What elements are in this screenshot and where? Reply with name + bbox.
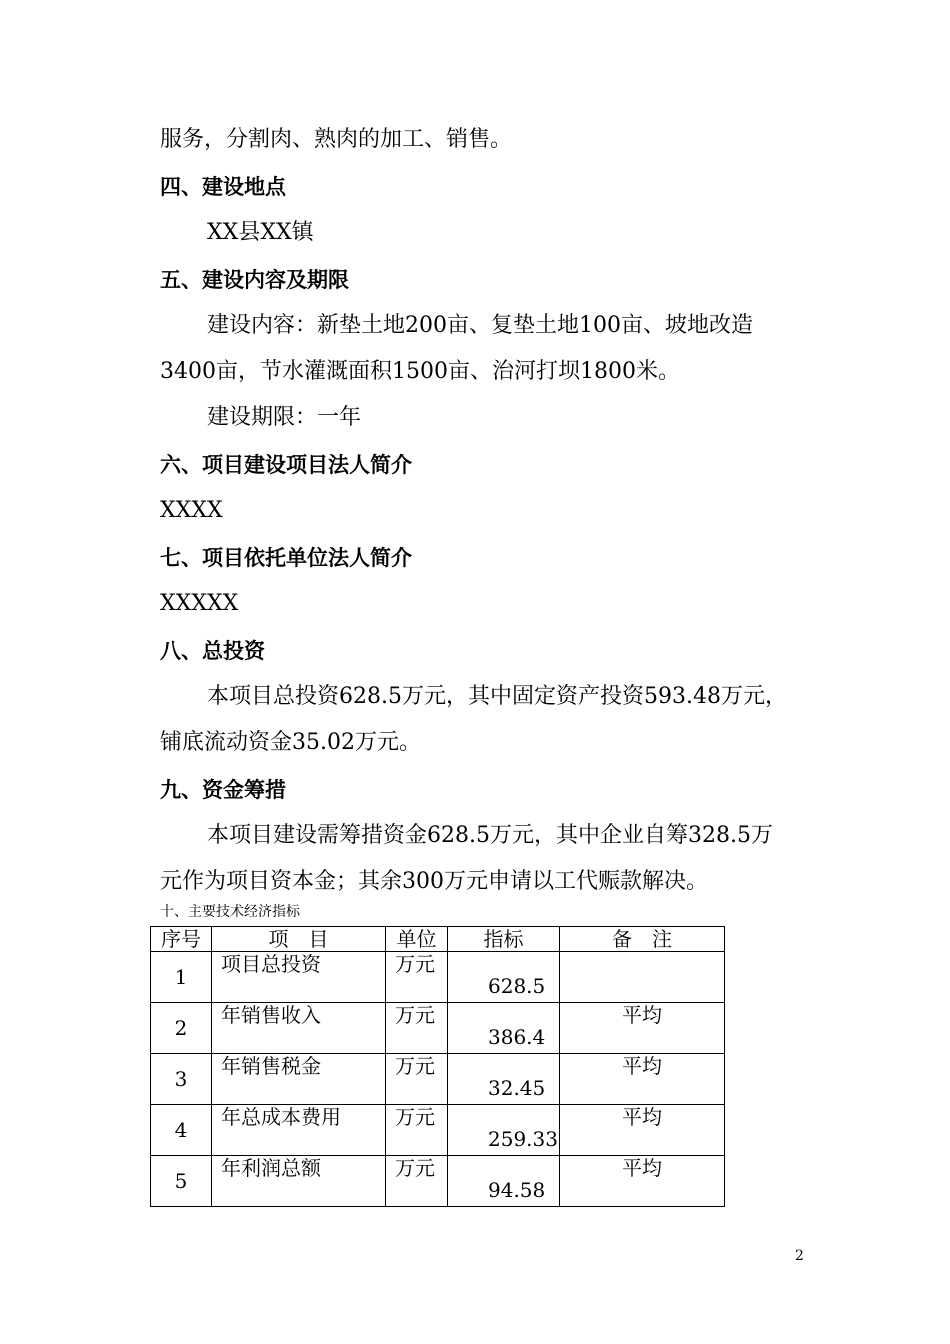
cell-value: 259.33 (448, 1105, 560, 1156)
cell-value: 386.4 (448, 1003, 560, 1054)
header-item: 项 目 (212, 927, 386, 952)
content-text-line: 建设内容：新垫土地200亩、复垫土地100亩、坡地改造 (207, 313, 753, 338)
table-header-row (151, 927, 725, 952)
header-unit: 单位 (386, 927, 448, 952)
supporting-unit-text: XXXXX (160, 591, 239, 616)
cell-unit: 万元 (386, 1054, 448, 1105)
cell-value: 94.58 (448, 1156, 560, 1207)
section-heading-funding: 九、资金筹措 (160, 778, 286, 802)
funding-text-line: 本项目建设需筹措资金628.5万元，其中企业自筹328.5万 (207, 823, 773, 848)
table-row (151, 1003, 725, 1054)
cell-unit: 万元 (386, 952, 448, 1003)
cell-unit: 万元 (386, 1156, 448, 1207)
cell-note: 平均 (560, 1156, 725, 1207)
location-text: XX县XX镇 (207, 220, 314, 245)
period-text: 建设期限：一年 (207, 405, 362, 430)
section-heading-supporting-unit: 七、项目依托单位法人简介 (160, 546, 412, 570)
funding-text-line: 元作为项目资本金；其余300万元申请以工代赈款解决。 (160, 869, 708, 894)
cell-no: 1 (151, 952, 212, 1003)
cell-no: 5 (151, 1156, 212, 1207)
page-number: 2 (795, 1248, 804, 1264)
cell-value: 32.45 (448, 1054, 560, 1105)
section-heading-legal-person: 六、项目建设项目法人简介 (160, 453, 412, 477)
cell-note: 平均 (560, 1003, 725, 1054)
header-note: 备 注 (560, 927, 725, 952)
header-no: 序号 (151, 927, 212, 952)
legal-person-text: XXXX (160, 498, 223, 523)
cell-unit: 万元 (386, 1105, 448, 1156)
table-caption: 十、主要技术经济指标 (160, 904, 300, 920)
table-row (151, 952, 725, 1003)
header-value: 指标 (448, 927, 560, 952)
investment-text-line: 本项目总投资628.5万元，其中固定资产投资593.48万元， (207, 684, 787, 709)
section-heading-content: 五、建设内容及期限 (160, 268, 349, 292)
cell-note (560, 952, 725, 1003)
table-row (151, 1156, 725, 1207)
cell-item: 年销售收入 (212, 1003, 386, 1054)
cell-item: 年销售税金 (212, 1054, 386, 1105)
cell-unit: 万元 (386, 1003, 448, 1054)
cell-value: 628.5 (448, 952, 560, 1003)
section-heading-location: 四、建设地点 (160, 175, 286, 199)
content-text-line: 3400亩，节水灌溉面积1500亩、治河打坝1800米。 (160, 359, 680, 384)
cell-item: 项目总投资 (212, 952, 386, 1003)
table-row (151, 1054, 725, 1105)
cell-item: 年总成本费用 (212, 1105, 386, 1156)
section-heading-investment: 八、总投资 (160, 639, 265, 663)
table-row (151, 1105, 725, 1156)
cell-no: 3 (151, 1054, 212, 1105)
cell-no: 2 (151, 1003, 212, 1054)
body-text-line: 服务，分割肉、熟肉的加工、销售。 (160, 127, 513, 152)
investment-text-line: 铺底流动资金35.02万元。 (160, 730, 421, 755)
cell-note: 平均 (560, 1105, 725, 1156)
cell-no: 4 (151, 1105, 212, 1156)
cell-item: 年利润总额 (212, 1156, 386, 1207)
cell-note: 平均 (560, 1054, 725, 1105)
indicator-table (150, 926, 725, 1207)
